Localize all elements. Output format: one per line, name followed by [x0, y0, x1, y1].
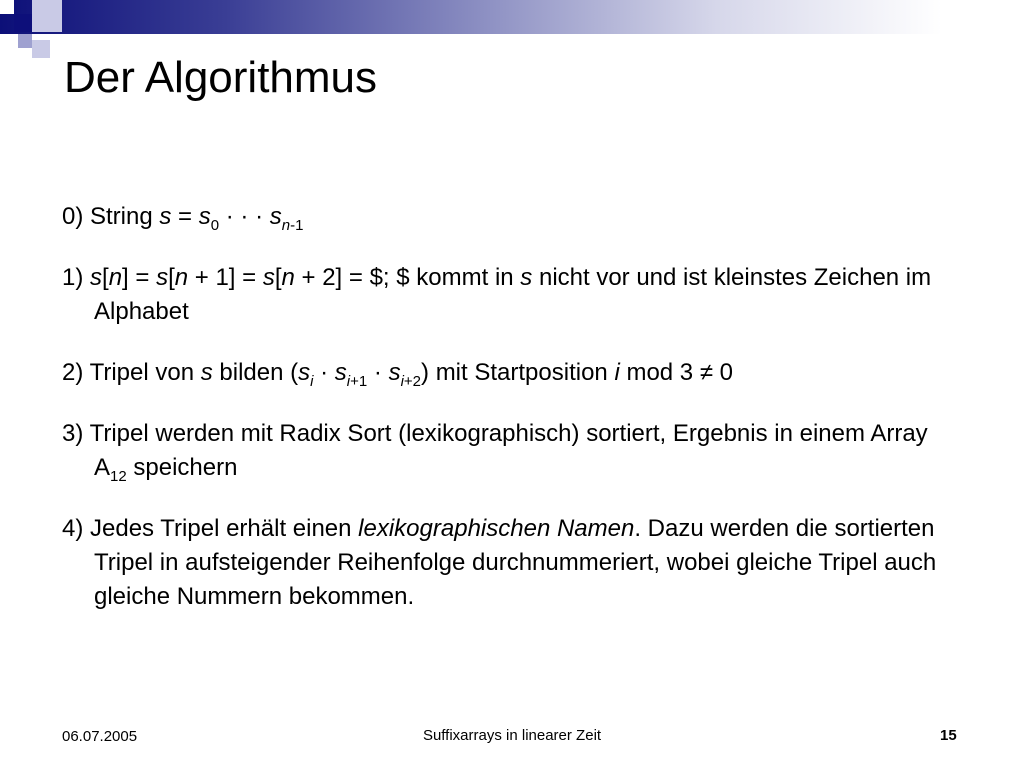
step-text-fragment: lexikographischen Namen [358, 515, 635, 542]
decor-square [32, 0, 62, 32]
step-text-fragment: s [269, 203, 282, 230]
page-number: 15 [940, 727, 957, 744]
step-text-fragment: s [520, 264, 533, 291]
step-text-fragment: 0 [210, 217, 220, 234]
footer-date: 06.07.2005 [62, 728, 138, 745]
step-text-fragment: s [156, 264, 169, 291]
step-text-fragment: s [198, 203, 211, 230]
decor-square [32, 40, 50, 58]
step-item: 0) String $s = s_0$ · · · $s_{n-1}$ [62, 203, 304, 234]
header-gradient-bar [0, 0, 1024, 34]
slide-title: Der Algorithmus [64, 53, 378, 102]
step-item: 2) Tripel von s bilden $(s_i \cdot s_{i+1} \cdot s_{i+2})$ mit Startposition i mod 3 ≠ 0 [62, 359, 734, 390]
step-text-fragment: i [346, 373, 351, 390]
step-text-fragment: s [159, 203, 172, 230]
step-item: 1) s[n] = s[n + 1] = s[n + 2] = $; $ kommt in s nicht vor und ist kleinstes Zeichen im Alphabet [62, 264, 932, 325]
step-text-fragment: s [334, 359, 347, 386]
step-text-fragment: +2 [403, 373, 422, 390]
algorithm-steps [62, 200, 962, 641]
step-text-fragment: n [174, 264, 189, 291]
step-text-fragment: s [90, 264, 103, 291]
step-item: 3) Tripel werden mit Radix Sort (lexikographisch) sortiert, Ergebnis in einem Array $A_{12}$ speichern [62, 420, 928, 485]
step-text-fragment: +1 [350, 373, 368, 390]
decor-square [14, 14, 32, 32]
step-text-fragment: s [262, 264, 275, 291]
step-text-fragment: i [614, 359, 620, 386]
step-text-fragment: s [388, 359, 401, 386]
step-text-fragment: n [108, 264, 123, 291]
step-text-fragment: i [310, 373, 314, 390]
step-text-fragment: i [400, 373, 404, 390]
footer-title: Suffixarrays in linearer Zeit [422, 727, 602, 744]
step-text-fragment: 12 [110, 468, 127, 485]
step-text-fragment: -1 [290, 217, 304, 234]
step-text-fragment: n [281, 264, 295, 291]
decor-square [18, 34, 32, 48]
step-item: 4) Jedes Tripel erhält einen lexikographischen Namen. Dazu werden die sortierten Tripel in aufsteigender Reihenfolge durchnummeriert, wobei gleiche Tripel auch gleiche Nummern bekommen. [62, 515, 937, 610]
step-text-fragment: s [200, 359, 213, 386]
decor-square [0, 0, 14, 14]
step-text-fragment: s [298, 359, 311, 386]
step-text-fragment: n [281, 217, 291, 234]
